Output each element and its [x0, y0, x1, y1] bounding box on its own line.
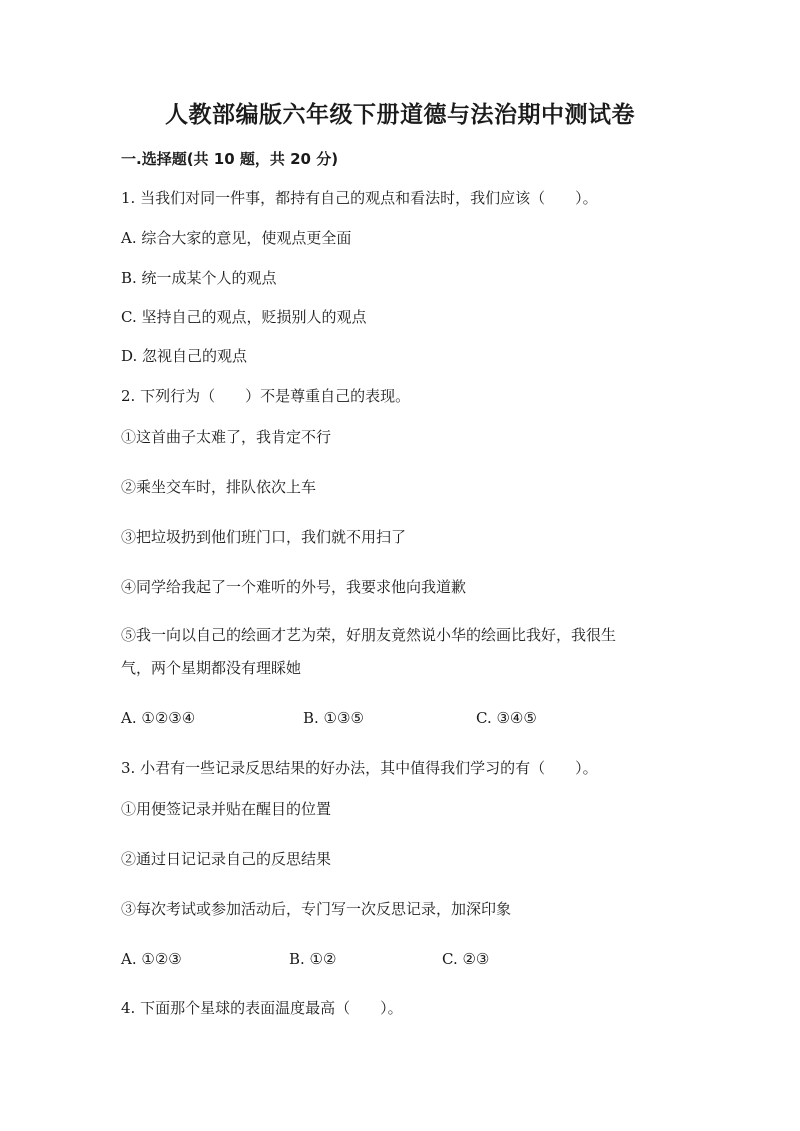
section-heading: 一.选择题(共 10 题，共 20 分)	[121, 150, 339, 168]
question-1-option-b: B. 统一成某个人的观点	[121, 269, 277, 287]
question-2-item-5-line-1: ⑤我一向以自己的绘画才艺为荣，好朋友竟然说小华的绘画比我好，我很生	[121, 626, 617, 644]
question-1-option-a: A. 综合大家的意见，使观点更全面	[121, 229, 352, 247]
question-3-item-1: ①用便签记录并贴在醒目的位置	[121, 800, 332, 818]
question-1-option-c: C. 坚持自己的观点，贬损别人的观点	[121, 308, 367, 326]
page-title: 人教部编版六年级下册道德与法治期中测试卷	[165, 102, 635, 128]
question-3-item-3: ③每次考试或参加活动后，专门写一次反思记录，加深印象	[121, 900, 512, 918]
question-2-stem: 2. 下列行为（ ）不是尊重自己的表现。	[121, 387, 411, 405]
question-2-item-2: ②乘坐交车时，排队依次上车	[121, 478, 317, 496]
question-3-option-b: B. ①②	[289, 950, 337, 968]
question-3-item-2: ②通过日记记录自己的反思结果	[121, 850, 332, 868]
question-3-stem: 3. 小君有一些记录反思结果的好办法，其中值得我们学习的有（ ）。	[121, 759, 598, 777]
question-2-option-a: A. ①②③④	[121, 709, 196, 727]
question-1-option-d: D. 忽视自己的观点	[121, 347, 248, 365]
question-3-option-c: C. ②③	[442, 950, 490, 968]
question-3-option-a: A. ①②③	[121, 950, 182, 968]
question-2-item-1: ①这首曲子太难了，我肯定不行	[121, 428, 332, 446]
question-1-stem: 1. 当我们对同一件事，都持有自己的观点和看法时，我们应该（ ）。	[121, 189, 598, 207]
question-2-item-5-line-2: 气，两个星期都没有理睬她	[121, 659, 302, 677]
question-4-stem: 4. 下面那个星球的表面温度最高（ ）。	[121, 999, 403, 1017]
question-2-option-c: C. ③④⑤	[476, 709, 537, 727]
question-2-option-b: B. ①③⑤	[303, 709, 364, 727]
question-2-item-3: ③把垃圾扔到他们班门口，我们就不用扫了	[121, 528, 407, 546]
question-2-item-4: ④同学给我起了一个难听的外号，我要求他向我道歉	[121, 578, 467, 596]
